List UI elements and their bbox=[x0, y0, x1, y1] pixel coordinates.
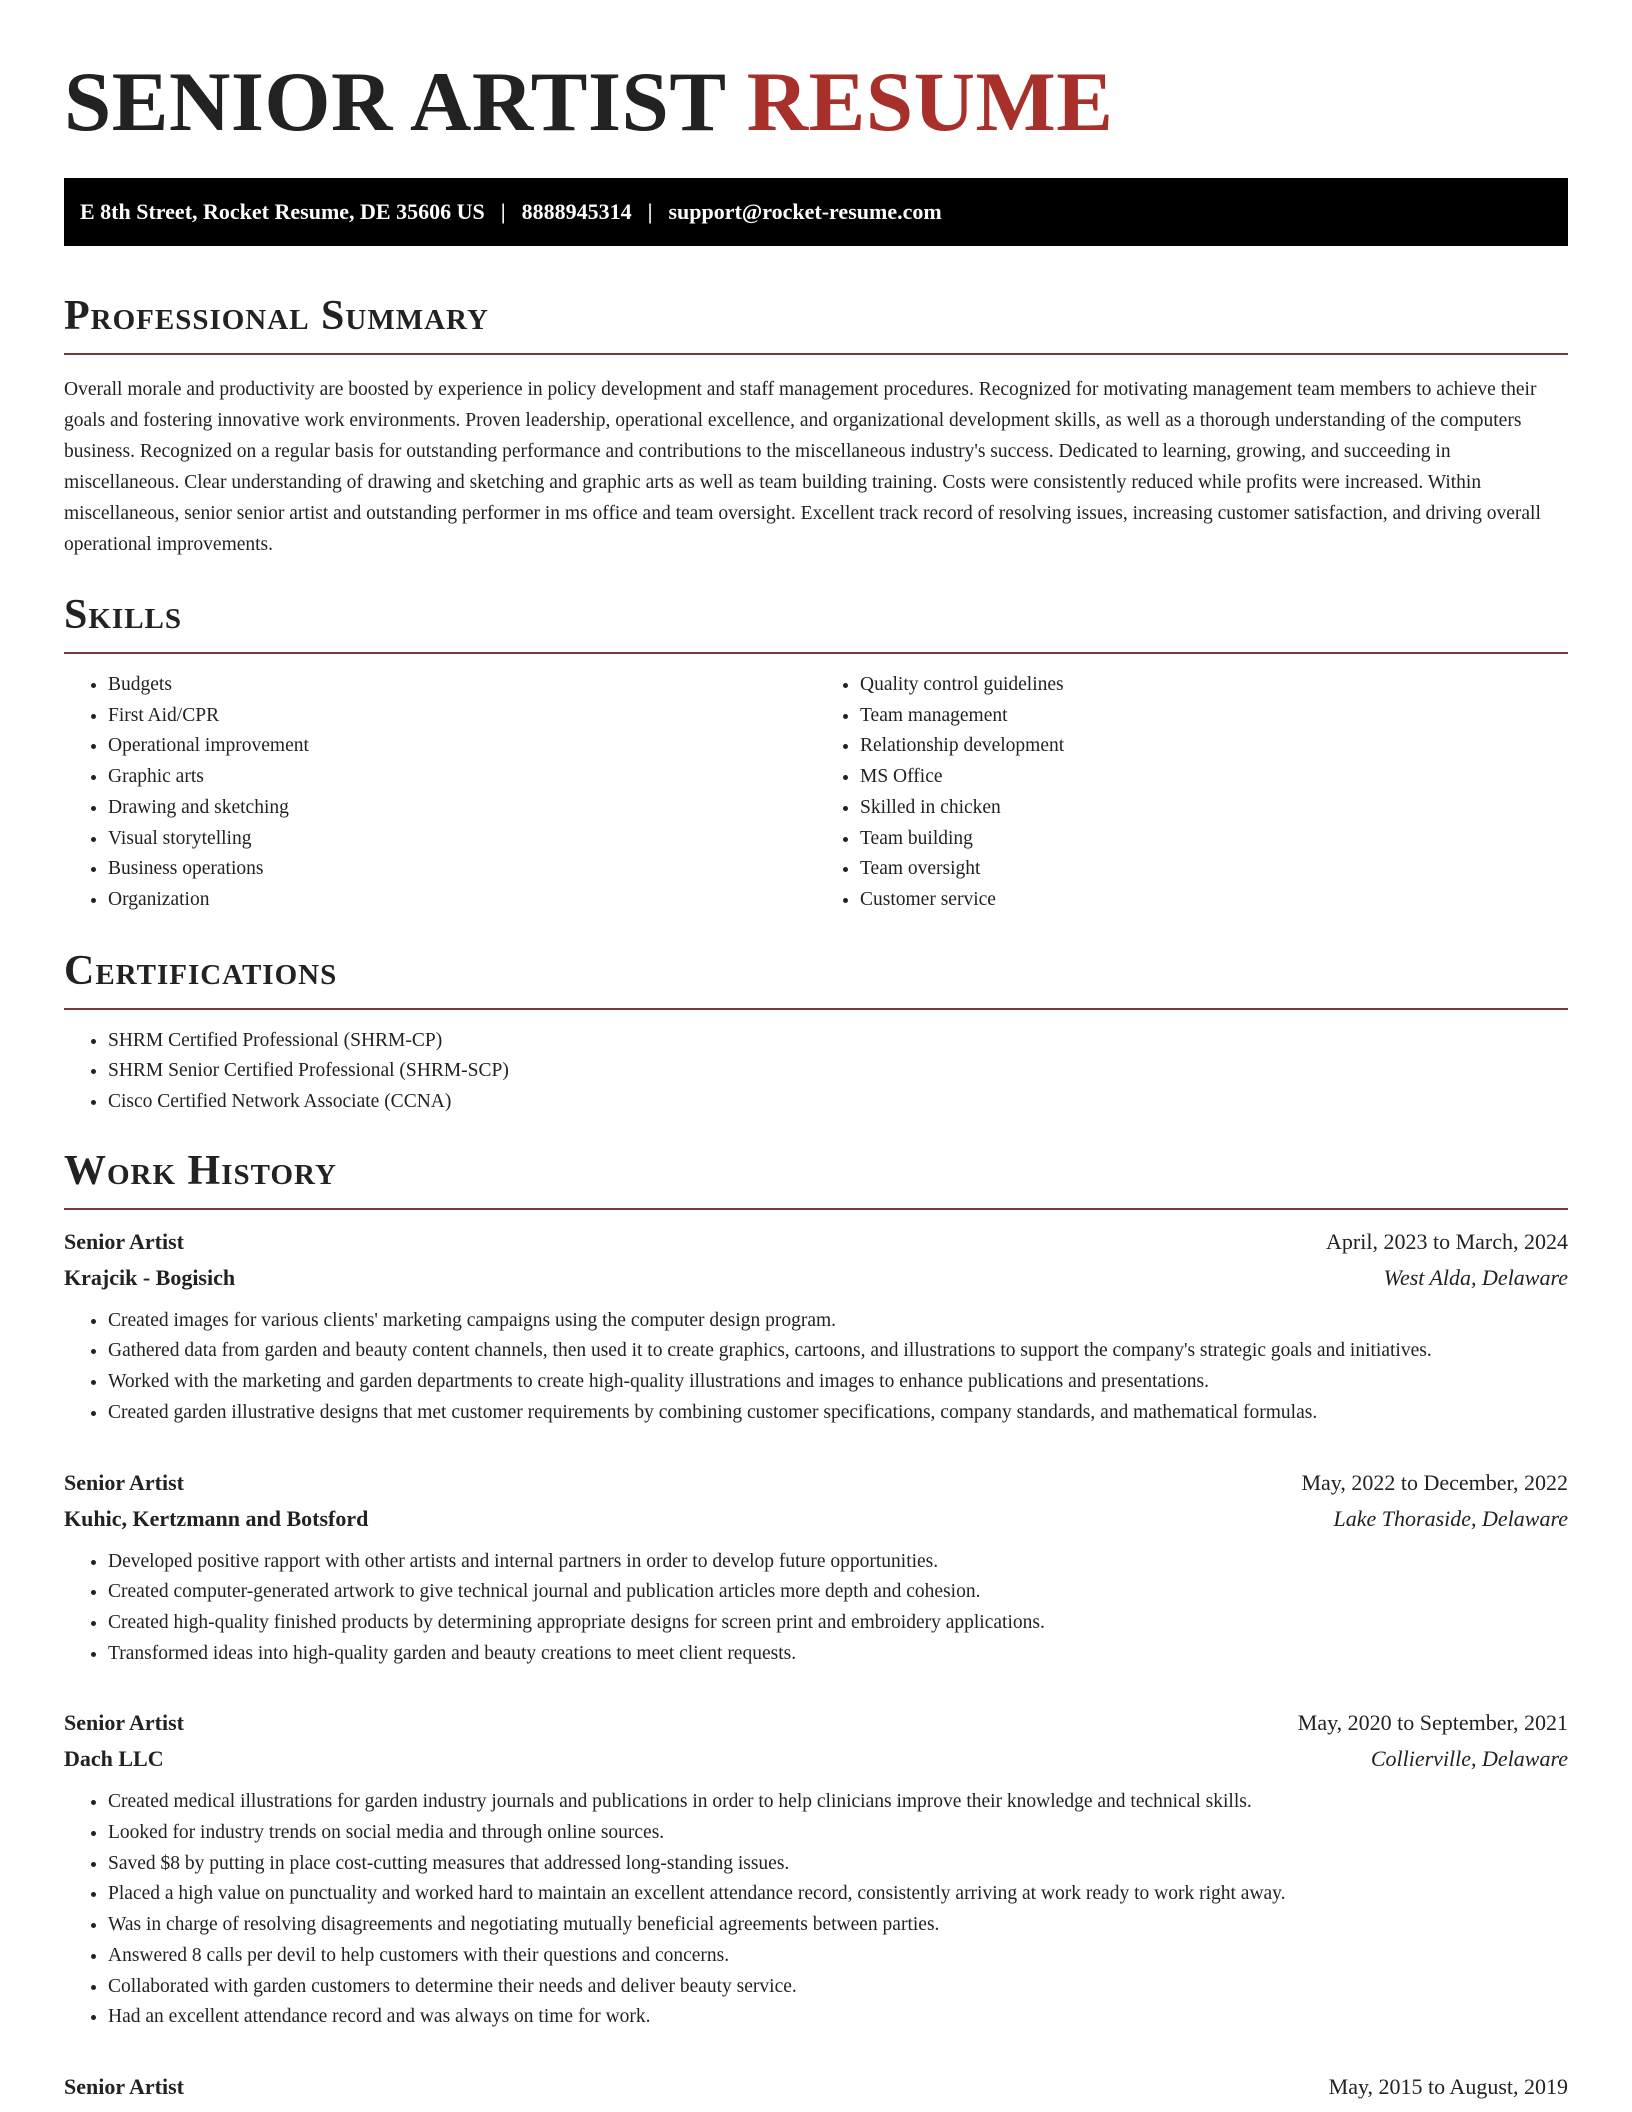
title-accent: RESUME bbox=[746, 55, 1114, 149]
section-heading: Certifications bbox=[64, 947, 338, 994]
job-bullet: • Was in charge of resolving disagreements and negotiating mutually beneficial agreements between parties. bbox=[108, 1910, 1568, 1941]
job-entry bbox=[64, 1224, 1568, 1429]
skills-left-list bbox=[64, 670, 816, 916]
contact-bar bbox=[64, 178, 1568, 246]
job-location: Collierville, Delaware bbox=[1370, 1746, 1568, 1772]
job-company-row bbox=[64, 1260, 1568, 1296]
skill-item: • Team building bbox=[860, 824, 1568, 855]
section-heading: Work History bbox=[64, 1147, 337, 1194]
contact-address: E 8th Street, Rocket Resume, DE 35606 US bbox=[80, 199, 485, 224]
contact-phone: 8888945314 bbox=[521, 199, 632, 224]
job-dates: May, 2022 to December, 2022 bbox=[1301, 1469, 1568, 1495]
job-bullet: • Created medical illustrations for garden industry journals and publications in order to help clinicians improve their knowledge and technical skills. bbox=[108, 1787, 1568, 1818]
contact-separator: | bbox=[500, 199, 506, 224]
job-bullet: • Created high-quality finished products by determining appropriate designs for screen print and embroidery applications. bbox=[108, 1608, 1568, 1639]
certification-item: • SHRM Certified Professional (SHRM-CP) bbox=[108, 1026, 1568, 1057]
job-bullet: • Collaborated with garden customers to determine their needs and deliver beauty service. bbox=[108, 1972, 1568, 2003]
skill-item: • Relationship development bbox=[860, 731, 1568, 762]
job-dates: May, 2015 to August, 2019 bbox=[1328, 2073, 1568, 2099]
skill-item: • Business operations bbox=[108, 854, 816, 885]
work-history-section bbox=[64, 1146, 1568, 2105]
skill-item: • MS Office bbox=[860, 762, 1568, 793]
section-divider bbox=[64, 652, 1568, 654]
job-bullet: • Created computer-generated artwork to give technical journal and publication articles more depth and cohesion. bbox=[108, 1577, 1568, 1608]
certifications-list bbox=[64, 1026, 1568, 1118]
contact-email: support@rocket-resume.com bbox=[668, 199, 942, 224]
skill-item: • Team oversight bbox=[860, 854, 1568, 885]
job-company: Kuhic, Kertzmann and Botsford bbox=[64, 1505, 369, 1531]
certifications-section bbox=[64, 946, 1568, 1118]
skill-item: • Budgets bbox=[108, 670, 816, 701]
skill-item: • First Aid/CPR bbox=[108, 701, 816, 732]
section-divider bbox=[64, 1208, 1568, 1210]
job-bullet: • Worked with the marketing and garden departments to create high-quality illustrations and images to enhance publications and presentations. bbox=[108, 1367, 1568, 1398]
job-dates: May, 2020 to September, 2021 bbox=[1297, 1710, 1568, 1736]
job-bullet: • Developed positive rapport with other artists and internal partners in order to develop future opportunities. bbox=[108, 1547, 1568, 1578]
job-company-row bbox=[64, 1501, 1568, 1537]
job-bullet: • Created garden illustrative designs that met customer requirements by combining customer specifications, company standards, and mathematical formulas. bbox=[108, 1398, 1568, 1429]
title-main: SENIOR ARTIST bbox=[64, 55, 725, 149]
certification-item: • SHRM Senior Certified Professional (SHRM-SCP) bbox=[108, 1056, 1568, 1087]
job-bullets bbox=[64, 1787, 1568, 2033]
job-dates: April, 2023 to March, 2024 bbox=[1326, 1228, 1568, 1254]
section-heading: Professional Summary bbox=[64, 293, 489, 339]
job-location: West Alda, Delaware bbox=[1383, 1264, 1568, 1290]
skill-item: • Quality control guidelines bbox=[860, 670, 1568, 701]
job-bullets bbox=[64, 1547, 1568, 1670]
job-title: Senior Artist bbox=[64, 1469, 184, 1495]
section-heading: Skills bbox=[64, 592, 183, 638]
job-header-row bbox=[64, 1224, 1568, 1260]
job-title: Senior Artist bbox=[64, 2073, 184, 2099]
skill-item: • Visual storytelling bbox=[108, 824, 816, 855]
job-bullet: • Gathered data from garden and beauty content channels, then used it to create graphics, cartoons, and illustrations to support the company's strategic goals and initiatives. bbox=[108, 1336, 1568, 1367]
job-bullet: • Answered 8 calls per devil to help customers with their questions and concerns. bbox=[108, 1941, 1568, 1972]
job-bullet: • Transformed ideas into high-quality garden and beauty creations to meet client requests. bbox=[108, 1639, 1568, 1670]
resume-title bbox=[64, 0, 1568, 150]
job-entry bbox=[64, 1705, 1568, 2033]
job-title: Senior Artist bbox=[64, 1228, 184, 1254]
job-bullet: • Saved $8 by putting in place cost-cutting measures that addressed long-standing issues. bbox=[108, 1849, 1568, 1880]
job-bullets bbox=[64, 1306, 1568, 1429]
skill-item: • Customer service bbox=[860, 885, 1568, 916]
certification-item: • Cisco Certified Network Associate (CCNA) bbox=[108, 1087, 1568, 1118]
skill-item: • Drawing and sketching bbox=[108, 793, 816, 824]
skills-section bbox=[64, 590, 1568, 916]
job-bullet: • Looked for industry trends on social media and through online sources. bbox=[108, 1818, 1568, 1849]
skill-item: • Operational improvement bbox=[108, 731, 816, 762]
summary-text: Overall morale and productivity are boosted by experience in policy development and staff management procedures. Recognized for motivating management team members to achieve their goals and fostering innovative work environments. Proven leadership, operational excellence, and organizational development skills, as well as a thorough understanding of the computers business. Recognized on a regular basis for outstanding performance and contributions to the miscellaneous industry's success. Dedicated to learning, growing, and succeeding in miscellaneous. Clear understanding of drawing and sketching and graphic arts as well as team building training. Costs were consistently reduced while profits were increased. Within miscellaneous, senior senior artist and outstanding performer in ms office and team oversight. Excellent track record of resolving issues, increasing customer satisfaction, and driving overall operational improvements. bbox=[64, 379, 1541, 555]
job-bullet: • Placed a high value on punctuality and worked hard to maintain an excellent attendance record, consistently arriving at work ready to work right away. bbox=[108, 1879, 1568, 1910]
job-entry bbox=[64, 1465, 1568, 1670]
job-bullet: • Had an excellent attendance record and was always on time for work. bbox=[108, 2002, 1568, 2033]
job-entry bbox=[64, 2069, 1568, 2105]
job-header-row bbox=[64, 2069, 1568, 2105]
job-company-row bbox=[64, 1741, 1568, 1777]
section-divider bbox=[64, 353, 1568, 355]
job-title: Senior Artist bbox=[64, 1710, 184, 1736]
skill-item: • Skilled in chicken bbox=[860, 793, 1568, 824]
summary-section bbox=[64, 291, 1568, 560]
skills-right-list bbox=[816, 670, 1568, 916]
job-company: Krajcik - Bogisich bbox=[64, 1264, 236, 1290]
job-bullet: • Created images for various clients' marketing campaigns using the computer design program. bbox=[108, 1306, 1568, 1337]
section-divider bbox=[64, 1008, 1568, 1010]
skill-item: • Graphic arts bbox=[108, 762, 816, 793]
job-company: Dach LLC bbox=[64, 1746, 164, 1772]
job-location: Lake Thoraside, Delaware bbox=[1333, 1505, 1568, 1531]
skill-item: • Organization bbox=[108, 885, 816, 916]
job-header-row bbox=[64, 1705, 1568, 1741]
job-header-row bbox=[64, 1465, 1568, 1501]
skill-item: • Team management bbox=[860, 701, 1568, 732]
skills-columns bbox=[64, 670, 1568, 916]
contact-separator: | bbox=[647, 199, 653, 224]
